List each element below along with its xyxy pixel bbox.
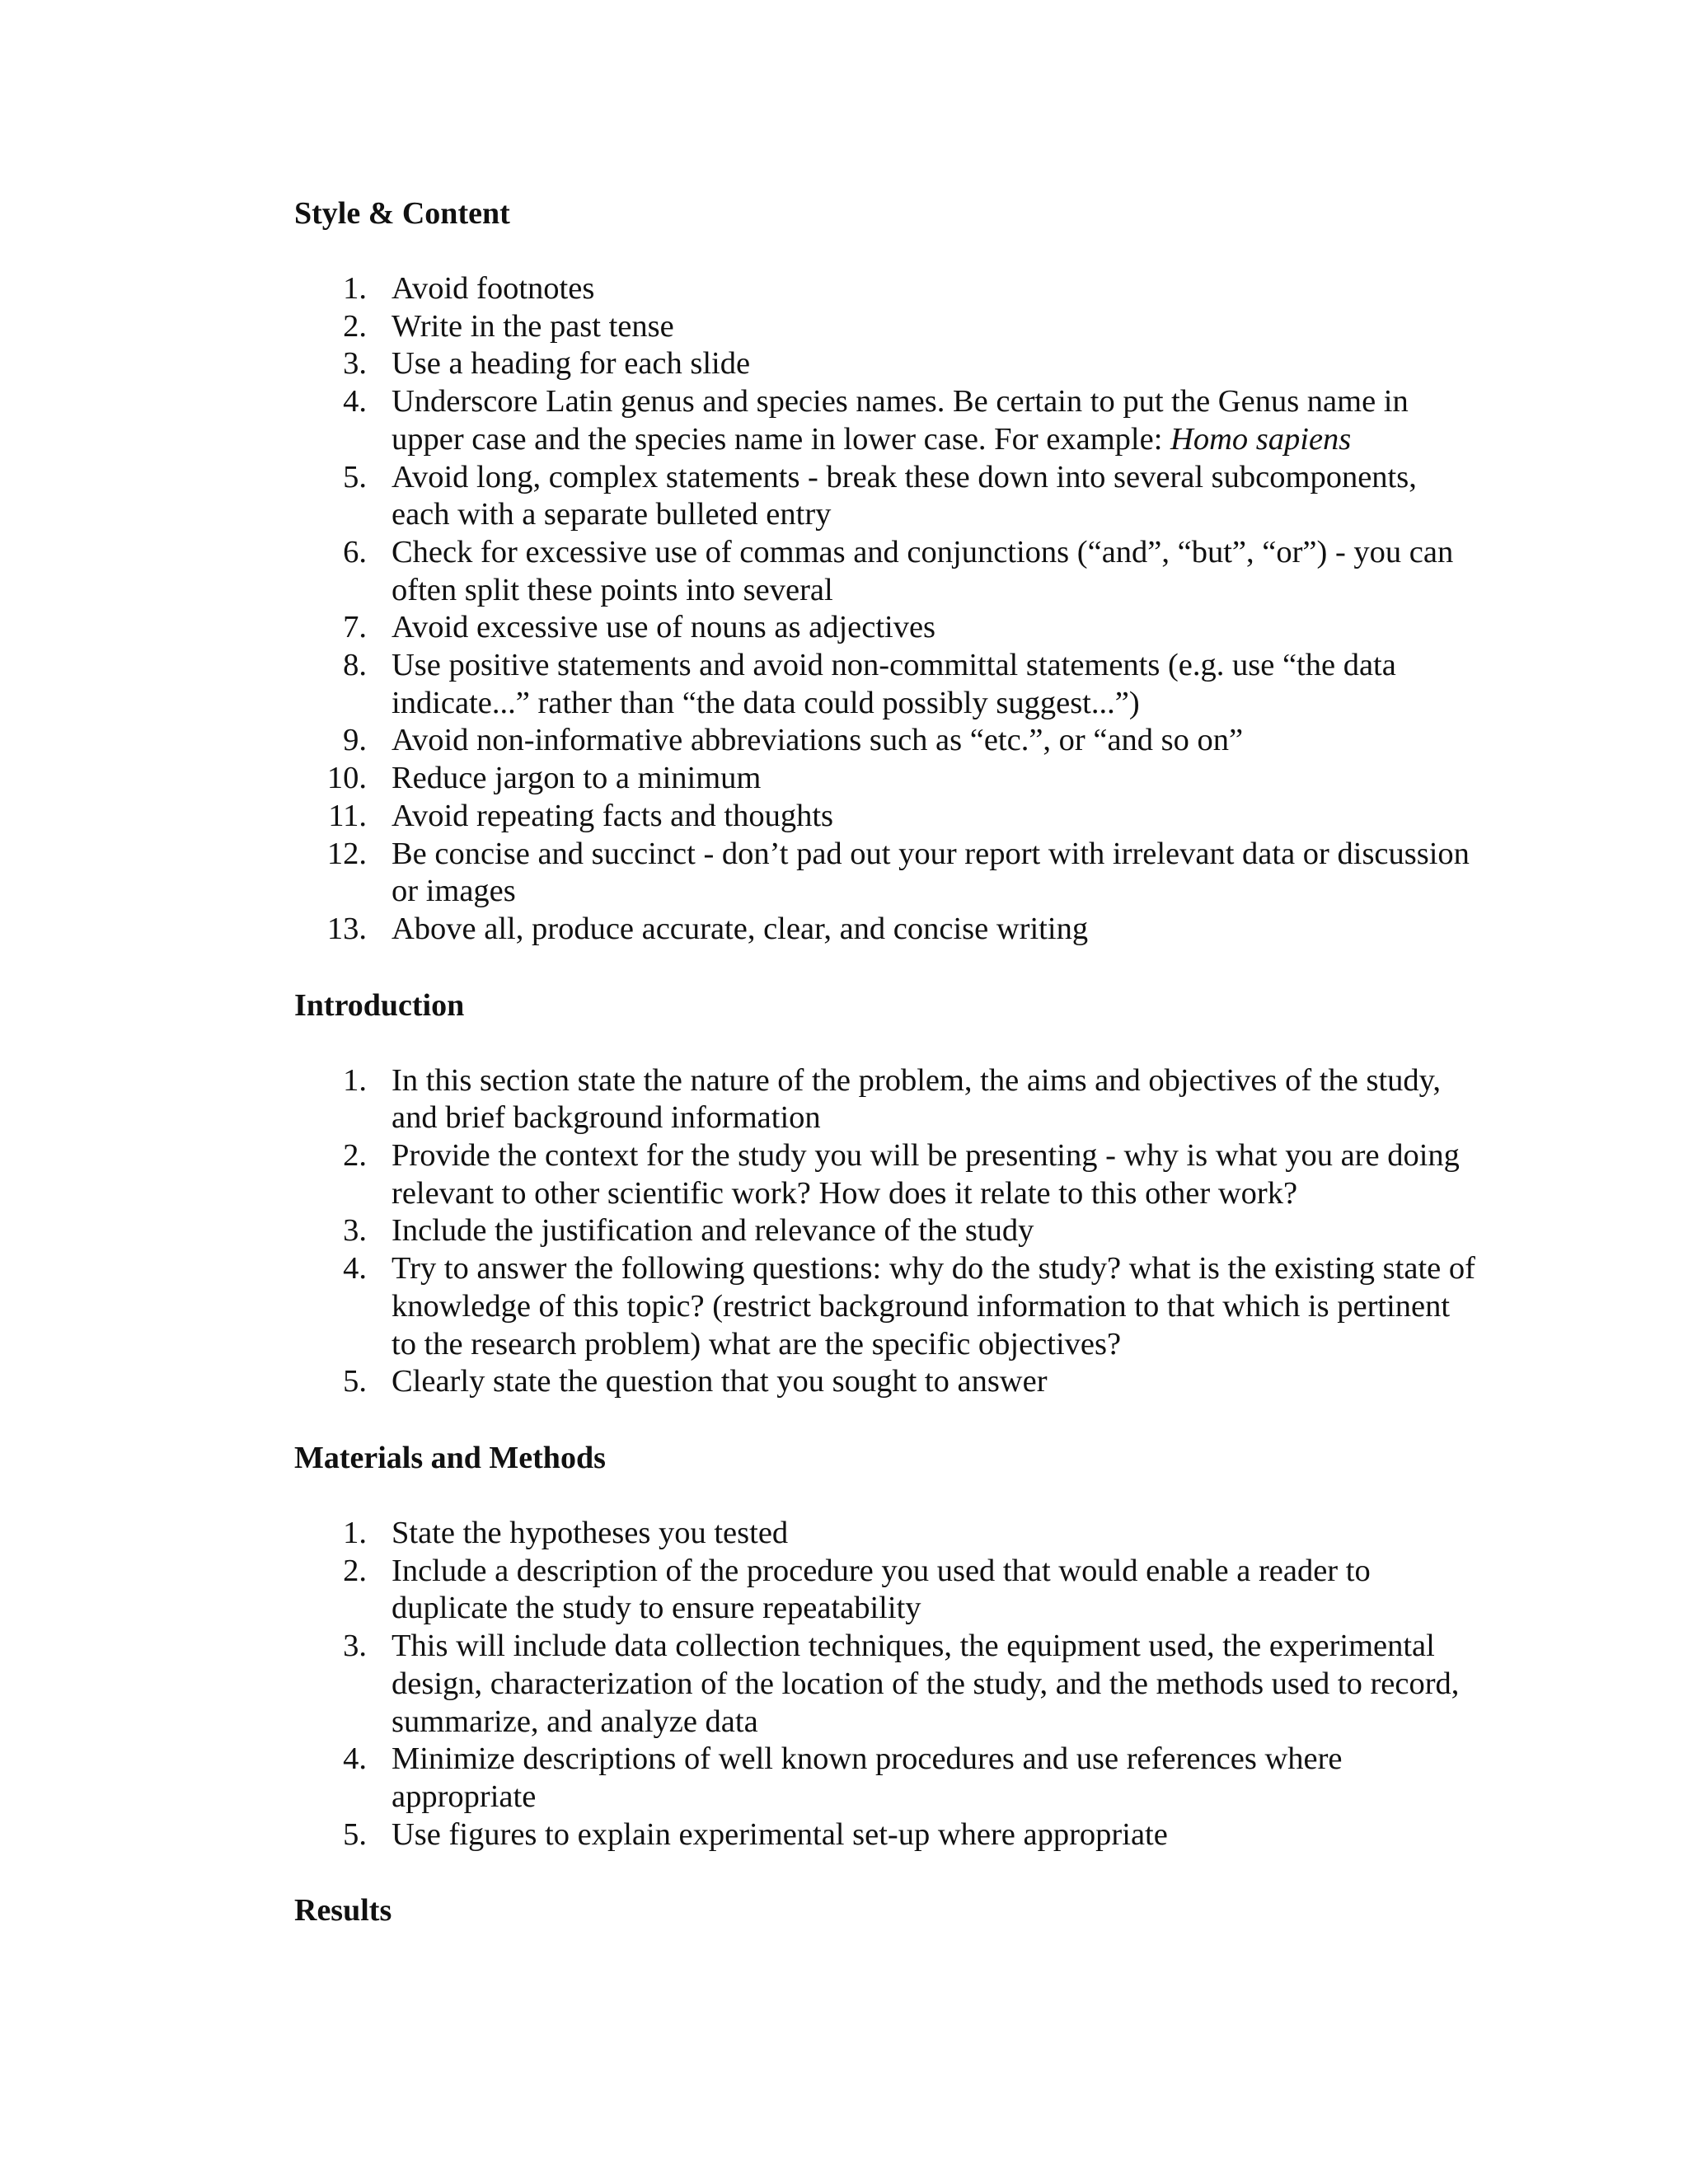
list-item-text: Reduce jargon to a minimum	[392, 761, 762, 796]
list-item	[294, 911, 1481, 949]
list-number: 12.	[326, 836, 367, 871]
list-item-text: Avoid footnotes	[392, 271, 595, 306]
list-item-text: Try to answer the following questions: why do the study? what is the existing state of knowledge of this topic? (restrict background information to that which is pertinent to the research problem) what are the specific objectives?	[392, 1251, 1475, 1361]
list-number: 5.	[343, 1816, 367, 1852]
numbered-list	[294, 270, 1481, 949]
list-number: 1.	[343, 271, 367, 306]
list-item-text: Use positive statements and avoid non-committal statements (e.g. use “the data indicate...” rather than “the data could possibly suggest...”)	[392, 648, 1396, 720]
list-item	[294, 1212, 1481, 1250]
list-number: 2.	[343, 1138, 367, 1174]
list-number: 13.	[326, 911, 367, 946]
list-number: 3.	[343, 1213, 367, 1249]
list-item-text: Use figures to explain experimental set-up where appropriate	[392, 1816, 1168, 1852]
list-item-text: Avoid excessive use of nouns as adjectives	[392, 610, 936, 645]
list-item-text: Avoid long, complex statements - break these down into several subcomponents, each with a separate bulleted entry	[392, 459, 1417, 532]
list-item-text: Underscore Latin genus and species names. Be certain to put the Genus name in upper case and the species name in lower case. For example:	[392, 384, 1409, 457]
list-number: 7.	[343, 610, 367, 645]
list-number: 5.	[343, 459, 367, 494]
list-item	[294, 270, 1481, 308]
list-item-text: Clearly state the question that you sought to answer	[392, 1364, 1048, 1399]
list-item	[294, 534, 1481, 609]
list-item	[294, 383, 1481, 458]
section-heading: Style & Content	[294, 196, 510, 231]
list-number: 4.	[343, 1251, 367, 1286]
list-number: 4.	[343, 1741, 367, 1777]
list-item-text: Provide the context for the study you will be presenting - why is what you are doing relevant to other scientific work? How does it relate to this other work?	[392, 1138, 1460, 1211]
list-item	[294, 1741, 1481, 1816]
list-item	[294, 1363, 1481, 1401]
list-item	[294, 1250, 1481, 1363]
section-heading: Materials and Methods	[294, 1440, 606, 1475]
list-item	[294, 1515, 1481, 1553]
list-item	[294, 1628, 1481, 1741]
list-item	[294, 459, 1481, 534]
list-number: 5.	[343, 1364, 367, 1399]
list-item	[294, 647, 1481, 722]
list-number: 8.	[343, 648, 367, 683]
list-number: 1.	[343, 1515, 367, 1550]
list-item-text: Write in the past tense	[392, 308, 674, 344]
numbered-list	[294, 1515, 1481, 1854]
list-item-text: Avoid repeating facts and thoughts	[392, 798, 834, 833]
list-number: 2.	[343, 1553, 367, 1588]
list-item	[294, 1553, 1481, 1628]
list-item	[294, 798, 1481, 836]
list-number: 3.	[343, 1629, 367, 1664]
section-heading: Introduction	[294, 987, 465, 1023]
list-item	[294, 760, 1481, 798]
document-content	[294, 194, 1481, 1929]
list-number: 3.	[343, 346, 367, 382]
list-number: 2.	[343, 308, 367, 344]
list-item-text: In this section state the nature of the problem, the aims and objectives of the study, and brief background information	[392, 1062, 1442, 1136]
list-item-text: Above all, produce accurate, clear, and concise writing	[392, 911, 1089, 946]
species-name-example: Homo sapiens	[1170, 421, 1352, 457]
list-number: 1.	[343, 1062, 367, 1098]
section-results	[294, 1891, 1481, 1929]
list-item-text: Use a heading for each slide	[392, 346, 751, 382]
section-style-content	[294, 194, 1481, 987]
list-item-text: Check for excessive use of commas and conjunctions (“and”, “but”, “or”) - you can often split these points into several	[392, 534, 1454, 607]
list-item-text: State the hypotheses you tested	[392, 1515, 789, 1550]
list-item-text: Be concise and succinct - don’t pad out your report with irrelevant data or discussion or images	[392, 836, 1470, 909]
list-item	[294, 1137, 1481, 1212]
list-item-text: Include a description of the procedure you used that would enable a reader to duplicate the study to ensure repeatability	[392, 1553, 1371, 1626]
list-item	[294, 609, 1481, 647]
list-item-text: Avoid non-informative abbreviations such as “etc.”, or “and so on”	[392, 723, 1244, 758]
list-number: 10.	[326, 761, 367, 796]
section-introduction	[294, 987, 1481, 1439]
list-number: 6.	[343, 534, 367, 569]
section-materials-methods	[294, 1439, 1481, 1891]
list-item	[294, 1816, 1481, 1854]
list-number: 9.	[343, 723, 367, 758]
list-number: 11.	[328, 798, 367, 833]
list-item	[294, 836, 1481, 911]
list-item	[294, 308, 1481, 346]
list-item	[294, 722, 1481, 760]
list-item	[294, 345, 1481, 383]
section-heading: Results	[294, 1893, 392, 1929]
list-item	[294, 1062, 1481, 1137]
list-item-text: Include the justification and relevance of the study	[392, 1213, 1034, 1249]
list-item-text-wrapper	[392, 383, 1481, 458]
numbered-list	[294, 1062, 1481, 1401]
list-item-text: This will include data collection techniques, the equipment used, the experimental design, characterization of the location of the study, and the methods used to record, summarize, and analyze data	[392, 1629, 1460, 1739]
list-item-text: Minimize descriptions of well known procedures and use references where appropriate	[392, 1741, 1343, 1814]
list-number: 4.	[343, 384, 367, 419]
